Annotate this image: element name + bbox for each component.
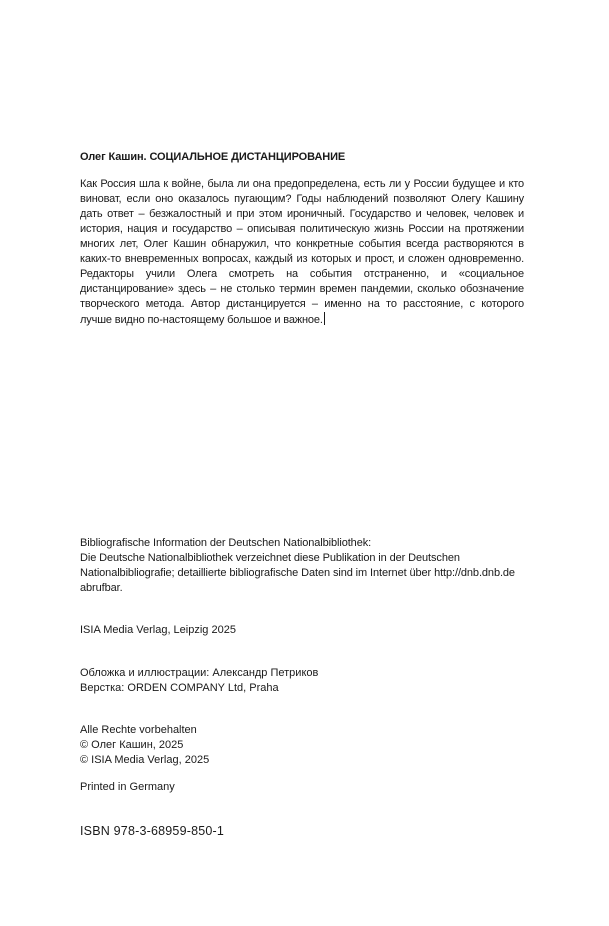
publisher-line: ISIA Media Verlag, Leipzig 2025	[80, 624, 236, 636]
biblio-line-1: Bibliografische Information der Deutschen Nationalbibliothek:	[80, 537, 372, 549]
biblio-line-4: abrufbar.	[80, 582, 123, 594]
book-title-line: Олег Кашин. СОЦИАЛЬНОЕ ДИСТАНЦИРОВАНИЕ	[80, 151, 346, 163]
bibliographic-info	[80, 536, 524, 596]
layout-credit: Верстка: ORDEN COMPANY Ltd, Praha	[80, 682, 279, 694]
biblio-line-3: Nationalbibliografie; detaillierte bibliografische Daten sind im Internet über http://dnb.dnb.de	[80, 567, 515, 579]
printed-in: Printed in Germany	[80, 781, 175, 793]
credits	[80, 666, 524, 696]
rights-line-3: © ISIA Media Verlag, 2025	[80, 754, 210, 766]
rights-line-1: Alle Rechte vorbehalten	[80, 724, 197, 736]
abstract-text: Как Россия шла к войне, была ли она предопределена, есть ли у России будущее и кто виноват, если оно оказалось пугающим? Годы наблюдений позволяют Олегу Кашину дать ответ – безжалостный и при этом ироничный. Государство и человек, человек и история, нация и государство – описывая политическую жизнь России на протяжении многих лет, Олег Кашин обнаружил, что конкретные события всегда растворяются в каких-то вневременных вопросах, каждый из которых и прост, и сложен одновременно. Редакторы учили Олега смотреть на события отстраненно, и «социальное дистанцирование» здесь – не столько термин времен пандемии, сколько обозначение творческого метода. Автор дистанцируется – именно на то расстояние, с которого лучше видно по-настоящему большое и важное.	[80, 178, 524, 326]
biblio-line-2: Die Deutsche Nationalbibliothek verzeichnet diese Publikation in der Deutschen	[80, 552, 460, 564]
text-cursor	[324, 312, 325, 325]
rights-notice	[80, 723, 524, 768]
rights-line-2: © Олег Кашин, 2025	[80, 739, 184, 751]
isbn: ISBN 978-3-68959-850-1	[80, 824, 225, 838]
book-abstract	[80, 177, 524, 328]
cover-credit: Обложка и иллюстрации: Александр Петриков	[80, 667, 319, 679]
